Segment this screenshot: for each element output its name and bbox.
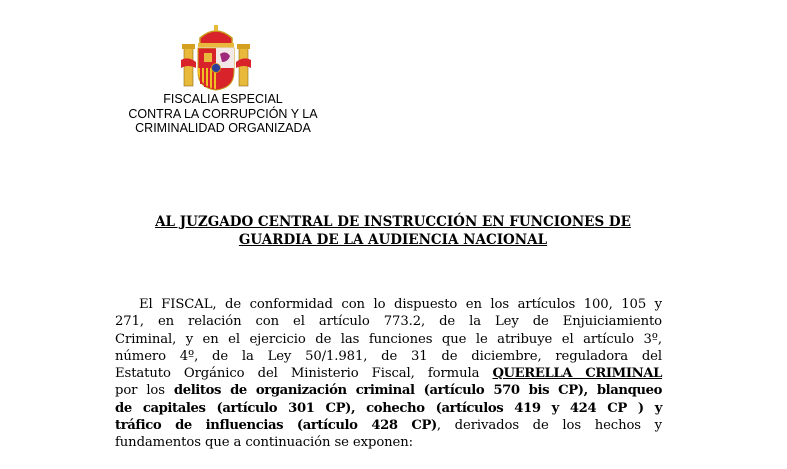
paragraph-line: fundamentos que a continuación se exponen:	[115, 435, 413, 451]
coat-of-arms-icon	[180, 24, 252, 94]
crimes-emphasis: tráfico de influencias (artículo 428 CP)	[115, 418, 437, 434]
paragraph-line: número 4º, de la Ley 50/1.981, de 31 de diciembre, reguladora del	[115, 348, 662, 364]
text: por los	[115, 383, 174, 399]
body-paragraph	[115, 296, 662, 452]
paragraph-line: 271, en relación con el artículo 773.2, de la Ley de Enjuiciamiento	[115, 314, 662, 330]
paragraph-line: de capitales (artículo 301 CP), cohecho (artículos 419 y 424 CP ) y	[115, 400, 662, 416]
office-line: CONTRA LA CORRUPCIÓN Y LA	[128, 106, 318, 121]
heading-line: AL JUZGADO CENTRAL DE INSTRUCCIÓN EN FUNCIONES DE	[155, 214, 631, 230]
issuing-office	[118, 92, 328, 136]
paragraph-line: El FISCAL, de conformidad con lo dispuesto en los artículos 100, 105 y	[139, 297, 662, 312]
paragraph-line	[115, 365, 662, 382]
text: Estatuto Orgánico del Ministerio Fiscal, formula	[115, 366, 493, 382]
text: , derivados de los hechos y	[436, 418, 663, 434]
office-line: FISCALIA ESPECIAL	[163, 92, 283, 106]
paragraph-line: Criminal, y en el ejercicio de las funciones que le atribuye el artículo 3º,	[115, 331, 662, 347]
paragraph-line	[115, 417, 662, 434]
querella-criminal-emphasis: QUERELLA CRIMINAL	[492, 366, 662, 382]
document-addressee-heading	[120, 213, 666, 249]
office-line: CRIMINALIDAD ORGANIZADA	[135, 121, 311, 135]
coat-of-arms-emblem	[180, 24, 252, 94]
heading-line: GUARDIA DE LA AUDIENCIA NACIONAL	[238, 232, 548, 248]
paragraph-line	[115, 382, 662, 399]
crimes-emphasis: delitos de organización criminal (artículo 570 bis CP), blanqueo	[173, 383, 662, 399]
